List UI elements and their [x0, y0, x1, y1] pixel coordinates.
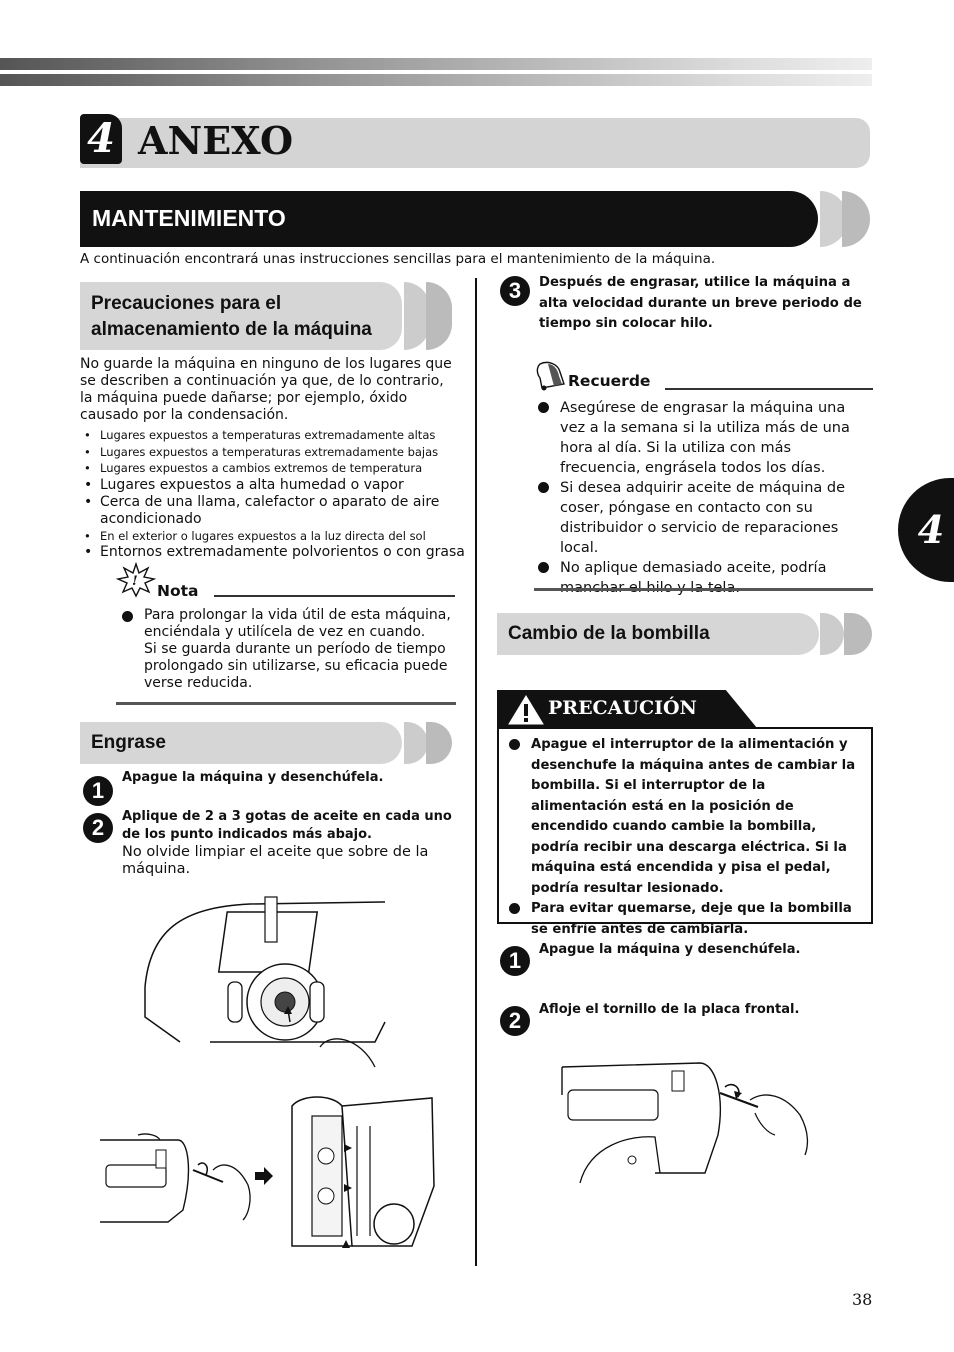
chapter-side-tab: 4: [898, 478, 954, 582]
list-item: • Lugares expuestos a temperaturas extremadamente altas: [80, 427, 470, 444]
list-item: • Cerca de una llama, calefactor o aparato de aire acondicionado: [80, 494, 452, 528]
storage-paragraph: No guarde la máquina en ninguno de los lugares que se describen a continuación ya que, de lo contrario, la máquina puede dañarse; por ejemplo, óxido causado por la condensación.: [80, 356, 452, 423]
step-number: 2: [500, 1006, 530, 1036]
heading-ornament: [404, 722, 428, 764]
heading-ornament: [426, 722, 452, 764]
list-item: • Lugares expuestos a cambios extremos de temperatura: [80, 460, 470, 477]
storage-heading-line: Precauciones para el: [91, 293, 282, 314]
storage-heading-line: almacenamiento de la máquina: [91, 319, 372, 340]
storage-heading: [91, 291, 372, 343]
storage-list: [80, 427, 470, 561]
nota-bottom-rule: [116, 702, 456, 705]
interior-oil-points-illustration: [282, 1086, 442, 1258]
arrow-right-icon: [255, 1167, 275, 1185]
caution-label: PRECAUCIÓN: [548, 697, 697, 719]
step-text: Afloje el tornillo de la placa frontal.: [539, 1002, 800, 1017]
list-item: Apague el interruptor de la alimentación y desenchufe la máquina antes de cambiar la bombilla. Si el interruptor de la alimentación está en la posición de encendido cuando cambie la bombilla, podría recibir una descarga eléctrica. Si la máquina está encendida y pisa el pedal, podría resultar lesionado.: [505, 735, 865, 899]
recuerde-list: [534, 398, 874, 598]
heading-ornament: [426, 282, 452, 350]
page-number: 38: [852, 1290, 873, 1309]
step-text: Después de engrasar, utilice la máquina a alta velocidad durante un breve periodo de tiempo sin colocar hilo.: [539, 275, 862, 331]
caution-list: [505, 735, 865, 940]
step-text: Aplique de 2 a 3 gotas de aceite en cada uno de los punto indicados más abajo.: [122, 809, 452, 842]
oil-points-illustration: [140, 892, 390, 1072]
list-item: • Lugares expuestos a temperaturas extremadamente bajas: [80, 444, 470, 461]
warning-triangle-icon: [508, 695, 544, 725]
step-note: No olvide limpiar el aceite que sobre de la máquina.: [122, 844, 429, 877]
engrase-heading: Engrase: [91, 732, 166, 753]
section-title: MANTENIMIENTO: [92, 205, 286, 231]
bombilla-heading: Cambio de la bombilla: [508, 623, 710, 644]
step-number: 3: [500, 276, 530, 306]
step-text: Apague la máquina y desenchúfela.: [122, 770, 384, 785]
list-item: Si desea adquirir aceite de máquina de coser, póngase en contacto con su distribuidor o servicio de reparaciones local.: [534, 478, 874, 558]
list-item: No aplique demasiado aceite, podría: [534, 558, 874, 598]
nota-burst-icon: [118, 564, 154, 596]
step-number: 1: [500, 946, 530, 976]
nota-text: Si se guarda durante un período de tiempo prolongado sin utilizarse, su eficacia puede verse reducida.: [144, 641, 448, 691]
list-item: • Entornos extremadamente polvorientos o con grasa: [80, 544, 470, 561]
column-divider: [475, 278, 477, 1266]
recuerde-rule: [665, 388, 873, 390]
nota-rule: [214, 595, 455, 597]
intro-text: A continuación encontrará unas instrucciones sencillas para el mantenimiento de la máquina.: [80, 251, 716, 267]
recuerde-bottom-rule: [534, 588, 873, 591]
svg-text:!: !: [132, 574, 138, 589]
list-item: Asegúrese de engrasar la máquina una vez a la semana si la utiliza más de una hora al día. Si la utiliza con más frecuencia, engrásela todos los días.: [534, 398, 874, 478]
step-number: 1: [83, 776, 113, 806]
heading-ornament: [844, 613, 872, 655]
list-item: • En el exterior o lugares expuestos a la luz directa del sol: [80, 528, 470, 545]
nota-text: Para prolongar la vida útil de esta máquina, enciéndala y utilícela de vez en cuando.: [144, 607, 451, 640]
chapter-title: ANEXO: [138, 118, 294, 163]
step-number: 2: [83, 813, 113, 843]
nota-list: [118, 607, 456, 692]
chapter-number: 4: [80, 114, 122, 164]
recuerde-label: Recuerde: [568, 372, 651, 390]
front-plate-screw-illustration: [560, 1055, 820, 1190]
header-stripe: [0, 58, 872, 86]
section-header-ornament: [842, 191, 870, 247]
bell-icon: [534, 360, 566, 390]
nota-label: Nota: [157, 582, 199, 600]
step-text: Apague la máquina y desenchúfela.: [539, 942, 801, 957]
list-item: Para evitar quemarse, deje que la bombilla se enfríe antes de cambiarla.: [505, 899, 865, 940]
list-item: [118, 607, 456, 692]
heading-ornament: [820, 613, 844, 655]
front-cover-removal-illustration: [98, 1130, 273, 1240]
list-item: • Lugares expuestos a alta humedad o vapor: [80, 477, 470, 494]
